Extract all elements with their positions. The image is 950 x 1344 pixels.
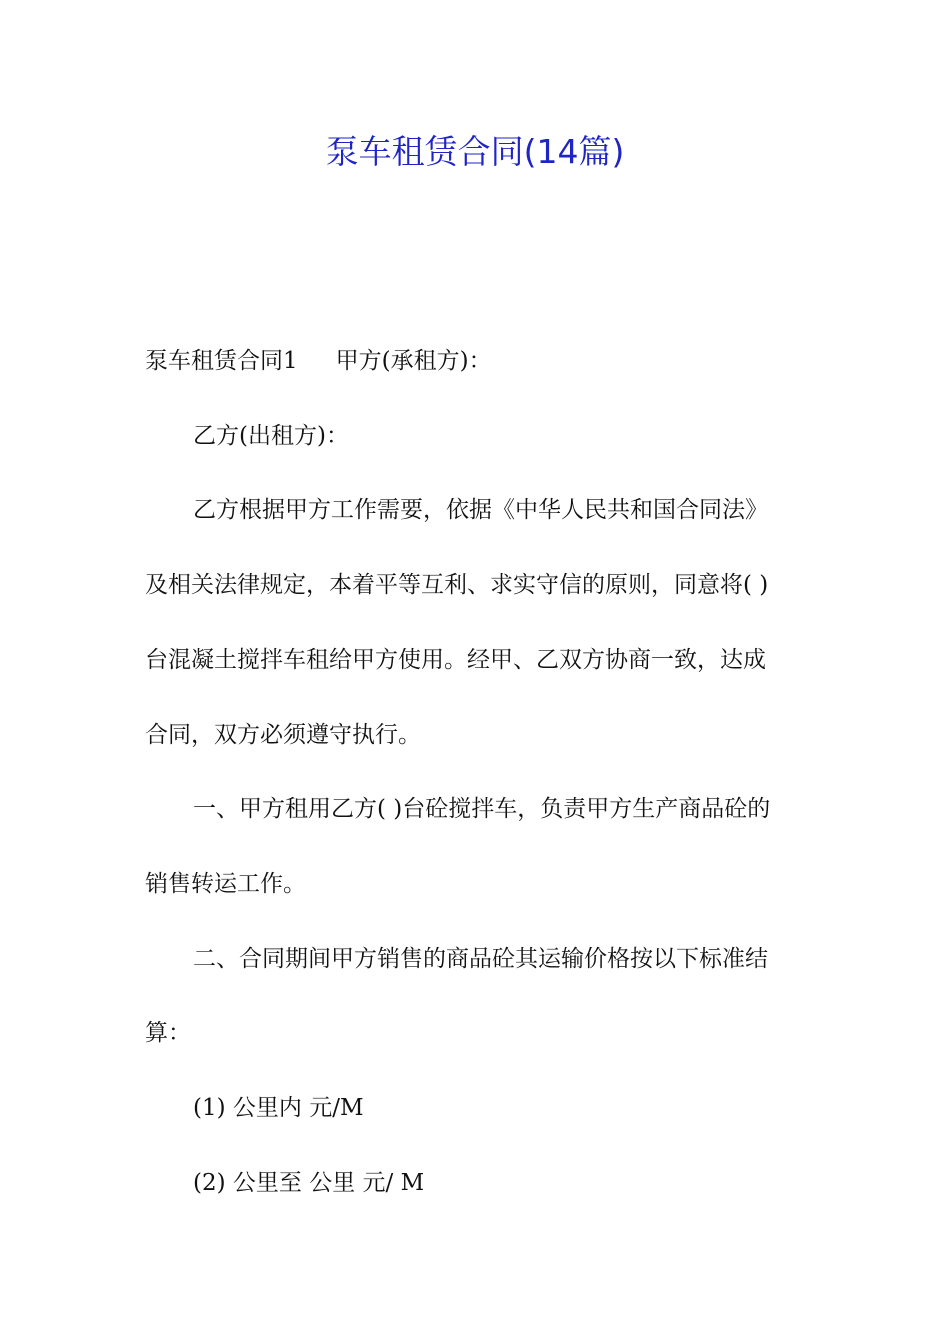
paragraph-line: 合同，双方必须遵守执行。: [145, 722, 421, 748]
party-b-label: 乙方(出租方)：: [193, 423, 349, 449]
clause-two-line: 二、合同期间甲方销售的商品砼其运输价格按以下标准结: [193, 946, 768, 972]
price-item: (1) 公里内 元/M: [193, 1095, 364, 1121]
clause-one-line: 销售转运工作。: [145, 871, 306, 897]
contract-header-line: [145, 345, 810, 377]
clause-two-line: 算：: [145, 1020, 191, 1046]
paragraph-line: 乙方根据甲方工作需要，依据《中华人民共和国合同法》: [193, 497, 768, 523]
clause-one-line: 一、甲方租用乙方( )台砼搅拌车，负责甲方生产商品砼的: [193, 796, 771, 822]
contract-number-label: 泵车租赁合同1: [145, 348, 298, 374]
price-item: (2) 公里至 公里 元/ M: [193, 1170, 425, 1196]
paragraph-line: 台混凝土搅拌车租给甲方使用。经甲、乙双方协商一致，达成: [145, 647, 766, 673]
document-title: 泵车租赁合同(14篇): [325, 132, 625, 171]
paragraph-line: 及相关法律规定，本着平等互利、求实守信的原则，同意将( ): [145, 572, 769, 598]
party-a-label: 甲方(承租方)：: [335, 348, 492, 374]
